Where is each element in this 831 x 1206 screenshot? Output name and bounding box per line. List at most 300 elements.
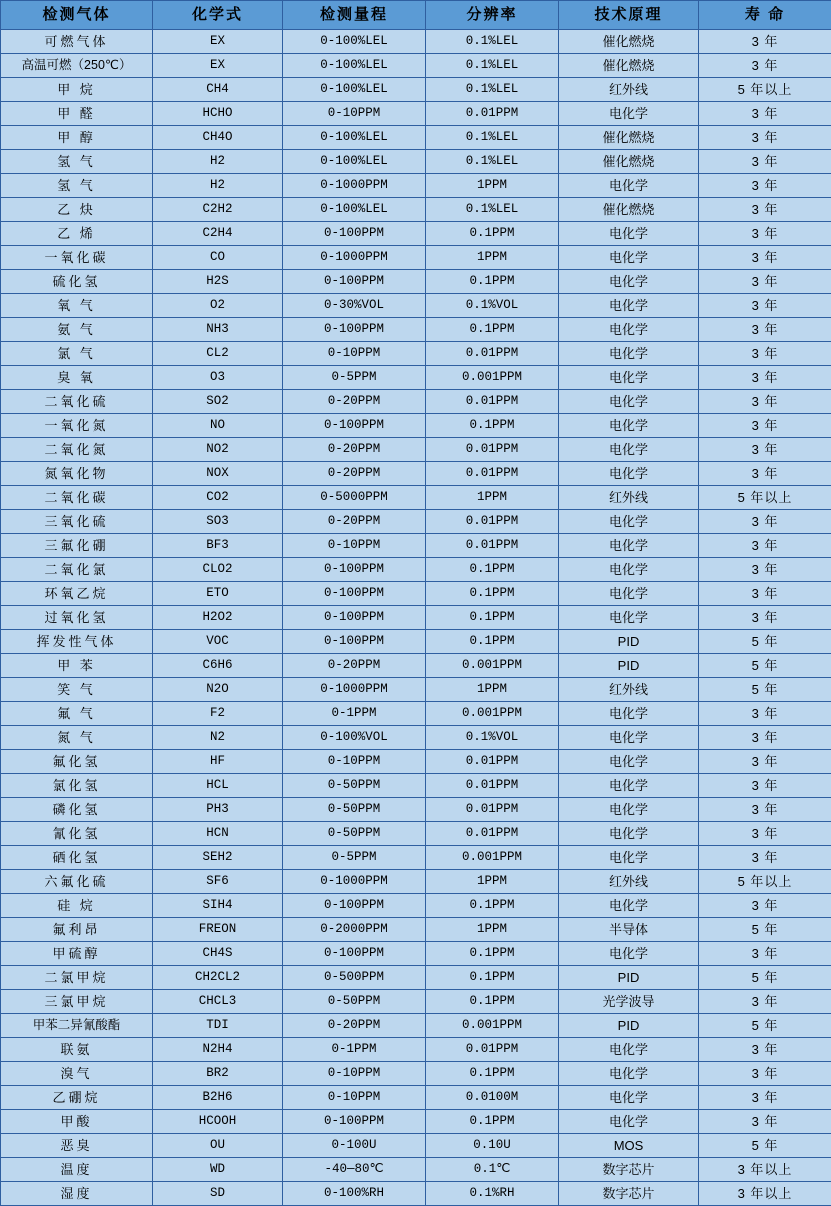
cell-resolution: 0.001PPM: [426, 702, 559, 726]
cell-lifetime: 5 年以上: [699, 486, 831, 510]
cell-range: 0-100%LEL: [283, 198, 426, 222]
cell-range: 0-50PPM: [283, 822, 426, 846]
cell-lifetime: 3 年: [699, 1110, 831, 1134]
table-row: [1, 942, 831, 966]
cell-range: 0-1PPM: [283, 702, 426, 726]
cell-gas: 三氯甲烷: [1, 990, 153, 1014]
table-row: [1, 894, 831, 918]
cell-resolution: 0.10U: [426, 1134, 559, 1158]
column-header-formula: 化学式: [153, 1, 283, 30]
table-row: [1, 774, 831, 798]
cell-lifetime: 3 年: [699, 822, 831, 846]
cell-lifetime: 3 年: [699, 126, 831, 150]
table-row: [1, 990, 831, 1014]
cell-range: 0-20PPM: [283, 510, 426, 534]
cell-gas: 溴气: [1, 1062, 153, 1086]
table-row: [1, 726, 831, 750]
cell-principle: 催化燃烧: [559, 126, 699, 150]
cell-resolution: 0.1%LEL: [426, 198, 559, 222]
cell-gas: 高温可燃（250℃）: [1, 54, 153, 78]
cell-resolution: 1PPM: [426, 870, 559, 894]
cell-range: 0-1000PPM: [283, 870, 426, 894]
cell-resolution: 0.1PPM: [426, 414, 559, 438]
cell-gas: 乙硼烷: [1, 1086, 153, 1110]
cell-formula: VOC: [153, 630, 283, 654]
cell-resolution: 0.1%RH: [426, 1182, 559, 1206]
cell-range: 0-20PPM: [283, 390, 426, 414]
table-row: [1, 630, 831, 654]
cell-range: 0-10PPM: [283, 102, 426, 126]
table-row: [1, 1038, 831, 1062]
cell-principle: PID: [559, 1014, 699, 1038]
cell-formula: EX: [153, 54, 283, 78]
cell-lifetime: 3 年: [699, 462, 831, 486]
cell-range: 0-20PPM: [283, 654, 426, 678]
cell-principle: 催化燃烧: [559, 54, 699, 78]
column-header-resolution: 分辨率: [426, 1, 559, 30]
cell-principle: 电化学: [559, 1110, 699, 1134]
cell-gas: 湿度: [1, 1182, 153, 1206]
cell-principle: 催化燃烧: [559, 150, 699, 174]
cell-formula: ETO: [153, 582, 283, 606]
table-row: [1, 78, 831, 102]
cell-gas: 硫化氢: [1, 270, 153, 294]
cell-resolution: 0.01PPM: [426, 390, 559, 414]
cell-principle: 数字芯片: [559, 1182, 699, 1206]
cell-formula: HCN: [153, 822, 283, 846]
cell-range: 0-50PPM: [283, 990, 426, 1014]
cell-resolution: 0.001PPM: [426, 1014, 559, 1038]
cell-range: 0-100PPM: [283, 1110, 426, 1134]
cell-formula: SIH4: [153, 894, 283, 918]
cell-formula: N2H4: [153, 1038, 283, 1062]
cell-formula: PH3: [153, 798, 283, 822]
cell-range: 0-10PPM: [283, 1086, 426, 1110]
table-row: [1, 102, 831, 126]
cell-principle: 电化学: [559, 846, 699, 870]
cell-lifetime: 3 年: [699, 726, 831, 750]
cell-principle: 电化学: [559, 102, 699, 126]
cell-principle: 红外线: [559, 870, 699, 894]
cell-resolution: 0.1%LEL: [426, 150, 559, 174]
table-row: [1, 1014, 831, 1038]
cell-range: 0-1000PPM: [283, 246, 426, 270]
cell-gas: 氢 气: [1, 174, 153, 198]
table-row: [1, 678, 831, 702]
cell-formula: H2O2: [153, 606, 283, 630]
table-row: [1, 366, 831, 390]
cell-gas: 一氧化碳: [1, 246, 153, 270]
cell-principle: 电化学: [559, 1062, 699, 1086]
cell-principle: 催化燃烧: [559, 198, 699, 222]
cell-resolution: 0.1PPM: [426, 318, 559, 342]
cell-gas: 乙 烯: [1, 222, 153, 246]
cell-formula: OU: [153, 1134, 283, 1158]
cell-resolution: 1PPM: [426, 246, 559, 270]
cell-resolution: 0.01PPM: [426, 1038, 559, 1062]
table-row: [1, 1182, 831, 1206]
cell-formula: CH2CL2: [153, 966, 283, 990]
cell-lifetime: 3 年: [699, 582, 831, 606]
cell-principle: 电化学: [559, 342, 699, 366]
cell-principle: 数字芯片: [559, 1158, 699, 1182]
cell-resolution: 0.1PPM: [426, 606, 559, 630]
cell-lifetime: 3 年以上: [699, 1182, 831, 1206]
cell-resolution: 0.01PPM: [426, 510, 559, 534]
cell-formula: B2H6: [153, 1086, 283, 1110]
cell-resolution: 0.1%VOL: [426, 726, 559, 750]
cell-lifetime: 3 年: [699, 150, 831, 174]
cell-range: 0-100%LEL: [283, 150, 426, 174]
cell-lifetime: 3 年: [699, 894, 831, 918]
cell-range: 0-100PPM: [283, 942, 426, 966]
cell-resolution: 0.1PPM: [426, 942, 559, 966]
cell-gas: 环氧乙烷: [1, 582, 153, 606]
table-row: [1, 246, 831, 270]
cell-resolution: 0.1PPM: [426, 630, 559, 654]
cell-lifetime: 3 年: [699, 750, 831, 774]
cell-principle: 电化学: [559, 510, 699, 534]
cell-lifetime: 3 年: [699, 942, 831, 966]
cell-range: 0-100%LEL: [283, 78, 426, 102]
cell-range: -40—80℃: [283, 1158, 426, 1182]
cell-resolution: 0.1PPM: [426, 582, 559, 606]
cell-range: 0-100%LEL: [283, 126, 426, 150]
cell-lifetime: 3 年: [699, 246, 831, 270]
cell-principle: 电化学: [559, 1086, 699, 1110]
cell-principle: 电化学: [559, 366, 699, 390]
table-row: [1, 414, 831, 438]
cell-lifetime: 3 年以上: [699, 1158, 831, 1182]
cell-formula: CL2: [153, 342, 283, 366]
cell-principle: 电化学: [559, 582, 699, 606]
cell-resolution: 0.1PPM: [426, 270, 559, 294]
cell-principle: 电化学: [559, 606, 699, 630]
cell-range: 0-20PPM: [283, 462, 426, 486]
cell-principle: 催化燃烧: [559, 30, 699, 54]
cell-range: 0-100PPM: [283, 414, 426, 438]
cell-principle: 红外线: [559, 78, 699, 102]
cell-range: 0-100PPM: [283, 318, 426, 342]
cell-lifetime: 3 年: [699, 798, 831, 822]
cell-range: 0-100PPM: [283, 606, 426, 630]
cell-range: 0-10PPM: [283, 750, 426, 774]
cell-lifetime: 3 年: [699, 534, 831, 558]
cell-principle: 电化学: [559, 438, 699, 462]
cell-gas: 硒化氢: [1, 846, 153, 870]
cell-gas: 一氧化氮: [1, 414, 153, 438]
table-row: [1, 438, 831, 462]
cell-formula: N2: [153, 726, 283, 750]
table-row: [1, 486, 831, 510]
cell-lifetime: 5 年: [699, 1134, 831, 1158]
cell-gas: 氯 气: [1, 342, 153, 366]
table-row: [1, 918, 831, 942]
cell-lifetime: 3 年: [699, 174, 831, 198]
cell-resolution: 0.01PPM: [426, 462, 559, 486]
cell-principle: 电化学: [559, 174, 699, 198]
cell-principle: 电化学: [559, 414, 699, 438]
cell-lifetime: 3 年: [699, 606, 831, 630]
cell-range: 0-100%VOL: [283, 726, 426, 750]
cell-principle: 电化学: [559, 270, 699, 294]
table-row: [1, 798, 831, 822]
cell-resolution: 0.01PPM: [426, 750, 559, 774]
cell-principle: 半导体: [559, 918, 699, 942]
cell-gas: 甲酸: [1, 1110, 153, 1134]
cell-resolution: 0.1%LEL: [426, 126, 559, 150]
cell-resolution: 1PPM: [426, 918, 559, 942]
cell-principle: PID: [559, 966, 699, 990]
cell-principle: 电化学: [559, 702, 699, 726]
cell-gas: 联氨: [1, 1038, 153, 1062]
cell-gas: 六氟化硫: [1, 870, 153, 894]
cell-gas: 乙 炔: [1, 198, 153, 222]
cell-lifetime: 5 年: [699, 918, 831, 942]
cell-range: 0-5000PPM: [283, 486, 426, 510]
cell-formula: CH4S: [153, 942, 283, 966]
cell-range: 0-10PPM: [283, 1062, 426, 1086]
column-header-range: 检测量程: [283, 1, 426, 30]
cell-resolution: 0.0100M: [426, 1086, 559, 1110]
cell-lifetime: 3 年: [699, 510, 831, 534]
cell-resolution: 0.01PPM: [426, 774, 559, 798]
cell-range: 0-20PPM: [283, 438, 426, 462]
cell-lifetime: 3 年: [699, 558, 831, 582]
table-row: [1, 462, 831, 486]
cell-formula: C6H6: [153, 654, 283, 678]
cell-lifetime: 3 年: [699, 390, 831, 414]
cell-lifetime: 3 年: [699, 318, 831, 342]
cell-resolution: 0.001PPM: [426, 846, 559, 870]
cell-lifetime: 3 年: [699, 1038, 831, 1062]
table-row: [1, 654, 831, 678]
cell-formula: NOX: [153, 462, 283, 486]
table-row: [1, 870, 831, 894]
cell-lifetime: 3 年: [699, 54, 831, 78]
cell-formula: FREON: [153, 918, 283, 942]
column-header-gas: 检测气体: [1, 1, 153, 30]
cell-gas: 三氧化硫: [1, 510, 153, 534]
cell-range: 0-1000PPM: [283, 678, 426, 702]
cell-gas: 甲 醛: [1, 102, 153, 126]
cell-formula: CH4O: [153, 126, 283, 150]
cell-gas: 氮 气: [1, 726, 153, 750]
cell-principle: 电化学: [559, 942, 699, 966]
table-row: [1, 534, 831, 558]
cell-range: 0-100PPM: [283, 582, 426, 606]
cell-resolution: 0.1%LEL: [426, 78, 559, 102]
cell-gas: 氰化氢: [1, 822, 153, 846]
cell-principle: 电化学: [559, 318, 699, 342]
table-row: [1, 750, 831, 774]
cell-principle: 电化学: [559, 462, 699, 486]
cell-gas: 氟利昂: [1, 918, 153, 942]
cell-lifetime: 5 年: [699, 678, 831, 702]
cell-principle: 光学波导: [559, 990, 699, 1014]
cell-lifetime: 3 年: [699, 1086, 831, 1110]
cell-range: 0-100PPM: [283, 222, 426, 246]
cell-principle: 电化学: [559, 246, 699, 270]
cell-resolution: 0.1%LEL: [426, 54, 559, 78]
cell-formula: NH3: [153, 318, 283, 342]
cell-formula: N2O: [153, 678, 283, 702]
cell-gas: 氮氧化物: [1, 462, 153, 486]
cell-range: 0-100%RH: [283, 1182, 426, 1206]
table-row: [1, 846, 831, 870]
cell-lifetime: 3 年: [699, 342, 831, 366]
cell-gas: 氧 气: [1, 294, 153, 318]
cell-range: 0-100PPM: [283, 558, 426, 582]
cell-formula: TDI: [153, 1014, 283, 1038]
cell-gas: 氯化氢: [1, 774, 153, 798]
cell-resolution: 1PPM: [426, 486, 559, 510]
cell-gas: 臭 氧: [1, 366, 153, 390]
cell-formula: F2: [153, 702, 283, 726]
cell-formula: CO2: [153, 486, 283, 510]
table-row: [1, 54, 831, 78]
table-row: [1, 1110, 831, 1134]
cell-formula: SO3: [153, 510, 283, 534]
cell-lifetime: 5 年: [699, 630, 831, 654]
cell-resolution: 0.01PPM: [426, 438, 559, 462]
cell-resolution: 0.1PPM: [426, 558, 559, 582]
cell-principle: 电化学: [559, 774, 699, 798]
table-row: [1, 1062, 831, 1086]
cell-formula: NO: [153, 414, 283, 438]
table-row: [1, 174, 831, 198]
cell-formula: HCL: [153, 774, 283, 798]
cell-principle: 电化学: [559, 534, 699, 558]
cell-formula: H2: [153, 150, 283, 174]
cell-formula: C2H4: [153, 222, 283, 246]
cell-principle: 电化学: [559, 798, 699, 822]
cell-gas: 恶臭: [1, 1134, 153, 1158]
cell-lifetime: 3 年: [699, 102, 831, 126]
cell-resolution: 0.1%LEL: [426, 30, 559, 54]
cell-principle: 电化学: [559, 894, 699, 918]
cell-formula: O2: [153, 294, 283, 318]
cell-resolution: 0.1PPM: [426, 894, 559, 918]
cell-range: 0-30%VOL: [283, 294, 426, 318]
cell-lifetime: 3 年: [699, 366, 831, 390]
cell-lifetime: 3 年: [699, 702, 831, 726]
table-row: [1, 1086, 831, 1110]
cell-lifetime: 5 年以上: [699, 78, 831, 102]
cell-formula: H2S: [153, 270, 283, 294]
cell-gas: 氢 气: [1, 150, 153, 174]
table-row: [1, 558, 831, 582]
cell-gas: 氨 气: [1, 318, 153, 342]
cell-formula: SD: [153, 1182, 283, 1206]
cell-range: 0-5PPM: [283, 366, 426, 390]
cell-range: 0-50PPM: [283, 798, 426, 822]
cell-principle: 电化学: [559, 558, 699, 582]
cell-resolution: 0.01PPM: [426, 822, 559, 846]
table-row: [1, 294, 831, 318]
cell-formula: BF3: [153, 534, 283, 558]
cell-gas: 甲苯二异氰酸酯: [1, 1014, 153, 1038]
cell-lifetime: 5 年: [699, 1014, 831, 1038]
cell-range: 0-100PPM: [283, 630, 426, 654]
cell-formula: C2H2: [153, 198, 283, 222]
column-header-lifetime: 寿 命: [699, 1, 831, 30]
cell-range: 0-100PPM: [283, 894, 426, 918]
cell-formula: HF: [153, 750, 283, 774]
cell-range: 0-50PPM: [283, 774, 426, 798]
cell-range: 0-100PPM: [283, 270, 426, 294]
cell-resolution: 0.01PPM: [426, 342, 559, 366]
cell-range: 0-20PPM: [283, 1014, 426, 1038]
cell-resolution: 0.1PPM: [426, 966, 559, 990]
cell-range: 0-100%LEL: [283, 30, 426, 54]
cell-gas: 甲 醇: [1, 126, 153, 150]
cell-lifetime: 3 年: [699, 198, 831, 222]
cell-formula: NO2: [153, 438, 283, 462]
cell-gas: 氟化氢: [1, 750, 153, 774]
cell-gas: 二氧化硫: [1, 390, 153, 414]
cell-principle: MOS: [559, 1134, 699, 1158]
cell-gas: 二氯甲烷: [1, 966, 153, 990]
cell-principle: 电化学: [559, 222, 699, 246]
cell-gas: 磷化氢: [1, 798, 153, 822]
cell-formula: SO2: [153, 390, 283, 414]
table-row: [1, 126, 831, 150]
table-row: [1, 390, 831, 414]
cell-resolution: 0.01PPM: [426, 102, 559, 126]
cell-formula: CH4: [153, 78, 283, 102]
cell-range: 0-10PPM: [283, 534, 426, 558]
cell-principle: PID: [559, 654, 699, 678]
cell-gas: 挥发性气体: [1, 630, 153, 654]
cell-formula: BR2: [153, 1062, 283, 1086]
cell-range: 0-2000PPM: [283, 918, 426, 942]
cell-range: 0-1PPM: [283, 1038, 426, 1062]
table-row: [1, 606, 831, 630]
cell-gas: 二氧化氮: [1, 438, 153, 462]
cell-resolution: 0.1%VOL: [426, 294, 559, 318]
table-row: [1, 222, 831, 246]
table-row: [1, 966, 831, 990]
cell-resolution: 0.1PPM: [426, 1110, 559, 1134]
cell-gas: 甲 烷: [1, 78, 153, 102]
cell-resolution: 1PPM: [426, 174, 559, 198]
table-row: [1, 582, 831, 606]
cell-gas: 甲硫醇: [1, 942, 153, 966]
cell-principle: 电化学: [559, 294, 699, 318]
cell-lifetime: 3 年: [699, 270, 831, 294]
cell-gas: 三氟化硼: [1, 534, 153, 558]
cell-gas: 二氧化氯: [1, 558, 153, 582]
cell-formula: EX: [153, 30, 283, 54]
cell-principle: 电化学: [559, 822, 699, 846]
cell-formula: CLO2: [153, 558, 283, 582]
cell-formula: HCHO: [153, 102, 283, 126]
cell-range: 0-10PPM: [283, 342, 426, 366]
cell-formula: SF6: [153, 870, 283, 894]
cell-lifetime: 3 年: [699, 1062, 831, 1086]
table-row: [1, 30, 831, 54]
cell-resolution: 0.1PPM: [426, 1062, 559, 1086]
cell-resolution: 0.001PPM: [426, 366, 559, 390]
cell-lifetime: 5 年以上: [699, 870, 831, 894]
cell-resolution: 1PPM: [426, 678, 559, 702]
cell-lifetime: 3 年: [699, 846, 831, 870]
cell-formula: CO: [153, 246, 283, 270]
cell-gas: 硅 烷: [1, 894, 153, 918]
table-row: [1, 1158, 831, 1182]
cell-formula: SEH2: [153, 846, 283, 870]
